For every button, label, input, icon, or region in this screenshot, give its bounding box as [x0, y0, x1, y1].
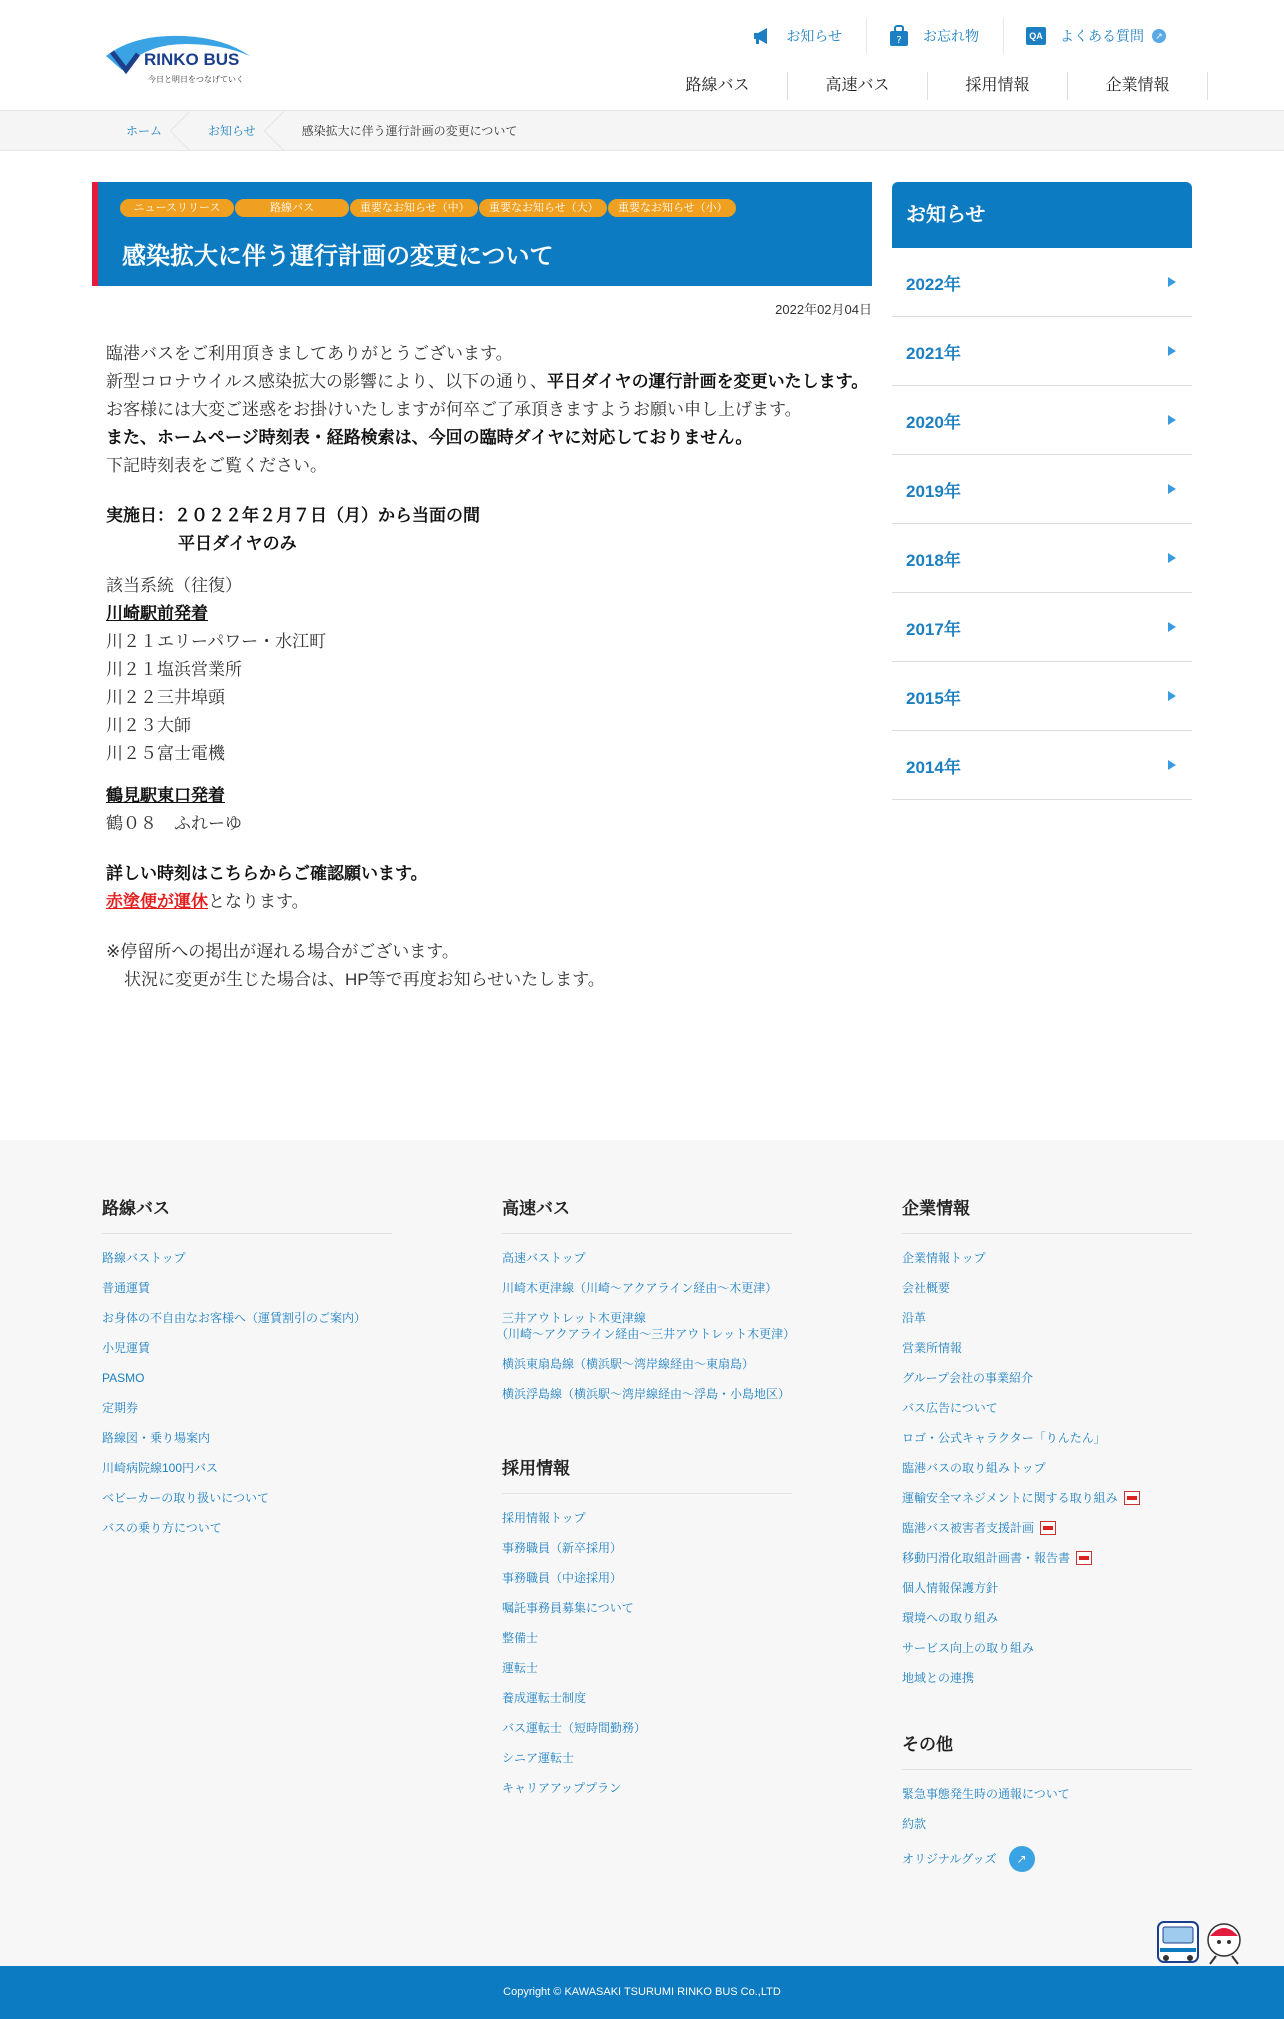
- footer-link[interactable]: 路線バストップ: [102, 1251, 186, 1265]
- sidebar-item-2015[interactable]: [892, 662, 1192, 731]
- footer-link-label: オリジナルグッズ: [902, 1852, 997, 1866]
- logo-text: RINKO BUS: [144, 50, 240, 69]
- footer-link[interactable]: 養成運転士制度: [502, 1691, 587, 1705]
- sidebar-year-label: 2021年: [906, 343, 961, 363]
- footer-link-line: （川崎～アクアライン経由～三井アウトレット木更津）: [496, 1327, 796, 1341]
- route-item: 川２５富士電機: [106, 744, 225, 763]
- footer-link[interactable]: 高速バストップ: [502, 1251, 586, 1265]
- logo-tagline: 今日と明日をつなげていく: [148, 75, 244, 84]
- megaphone-icon: [752, 26, 772, 46]
- impl-line-2: 平日ダイヤのみ: [178, 534, 297, 553]
- pdf-icon: [1124, 1491, 1140, 1505]
- footer-link[interactable]: ロゴ・公式キャラクター「りんたん」: [902, 1431, 1106, 1445]
- sidebar-year-label: 2014年: [906, 757, 961, 777]
- route-group-tsurumi: 鶴見駅東口発着: [106, 786, 225, 805]
- external-link-icon: ↗: [1152, 29, 1166, 43]
- footer-link[interactable]: 会社概要: [902, 1281, 951, 1295]
- footer-link-multiline[interactable]: [496, 1310, 796, 1342]
- footer-link[interactable]: 沿革: [902, 1311, 927, 1325]
- suspension-highlight: 赤塗便が運休: [106, 892, 208, 911]
- footer-link[interactable]: 企業情報トップ: [902, 1251, 986, 1265]
- detail-b: からご確認願います。: [259, 864, 428, 883]
- note-text: ※停留所への掲出が遅れる場合がございます。: [106, 942, 459, 961]
- route-group-title: [106, 782, 876, 810]
- note-text: 状況に変更が生じた場合は、HP等で再度お知らせいたします。: [124, 970, 605, 989]
- tag-important-small[interactable]: 重要なお知らせ（小）: [608, 199, 736, 217]
- arrow-right-icon: [1168, 760, 1176, 770]
- pdf-icon: [1076, 1551, 1092, 1565]
- impl-line-1: 実施日：２０２２年２月７日（月）から当面の間: [106, 506, 480, 525]
- footer-link[interactable]: シニア運転士: [502, 1751, 575, 1765]
- footer-link[interactable]: ベビーカーの取り扱いについて: [102, 1491, 270, 1505]
- arrow-right-icon: [1168, 277, 1176, 287]
- route-item: 川２２三井埠頭: [106, 688, 225, 707]
- site-footer: [0, 1140, 1284, 1966]
- site-header: [0, 0, 1284, 111]
- nav-recruit[interactable]: 採用情報: [928, 72, 1068, 100]
- sidebar-year-label: 2015年: [906, 688, 961, 708]
- body-text: お客様には大変ご迷惑をお掛けいたしますが何卒ご了承頂きますようお願い申し上げます。: [106, 400, 802, 419]
- footer-col-highway-bus: [496, 1194, 796, 1810]
- sidebar-item-2014[interactable]: [892, 731, 1192, 800]
- lost-item-icon: [889, 26, 909, 46]
- arrow-right-icon: [1168, 484, 1176, 494]
- util-news-link[interactable]: [730, 18, 866, 54]
- footer-link[interactable]: グループ会社の事業紹介: [902, 1371, 1034, 1385]
- tag-important-large[interactable]: 重要なお知らせ（大）: [479, 199, 607, 217]
- footer-link[interactable]: 小児運賃: [102, 1341, 151, 1355]
- tag-news-release[interactable]: ニュースリリース: [120, 199, 234, 217]
- arrow-right-icon: [1168, 622, 1176, 632]
- sidebar-year-label: 2017年: [906, 619, 961, 639]
- footer-heading: 高速バス: [502, 1194, 792, 1234]
- breadcrumb-home[interactable]: ホーム: [108, 111, 190, 151]
- bus-mascot-illustration: [1156, 1918, 1246, 1966]
- article-title: 感染拡大に伴う運行計画の変更について: [122, 243, 554, 270]
- footer-link[interactable]: バス広告について: [902, 1401, 998, 1415]
- tag-important-medium[interactable]: 重要なお知らせ（中）: [350, 199, 478, 217]
- article-tags: [120, 199, 737, 217]
- sidebar-item-2019[interactable]: [892, 455, 1192, 524]
- footer-link[interactable]: 路線図・乗り場案内: [102, 1431, 211, 1445]
- footer-link[interactable]: バス運転士（短時間勤務）: [502, 1721, 647, 1735]
- implementation-date: [106, 502, 876, 530]
- footer-link[interactable]: サービス向上の取り組み: [902, 1641, 1035, 1655]
- footer-link[interactable]: 採用情報トップ: [502, 1511, 586, 1525]
- util-lost-item-link[interactable]: [866, 18, 1003, 54]
- body-bold-text: 平日ダイヤの運行計画を変更いたします。: [546, 372, 869, 391]
- sidebar-item-2022[interactable]: [892, 248, 1192, 317]
- util-faq-label: よくある質問: [1060, 28, 1144, 44]
- route-item: 川２１エリーパワー・水江町: [106, 632, 327, 651]
- arrow-right-icon: [1168, 415, 1176, 425]
- footer-link[interactable]: 臨港バスの取り組みトップ: [902, 1461, 1046, 1475]
- footer-link[interactable]: キャリアアッププラン: [502, 1781, 622, 1795]
- sidebar-year-label: 2020年: [906, 412, 961, 432]
- arrow-right-icon: [1168, 691, 1176, 701]
- footer-link[interactable]: 横浜浮島線（横浜駅～湾岸線経由～浮島・小島地区）: [502, 1387, 791, 1401]
- main-nav: [648, 72, 1208, 100]
- detail-a: 詳しい時刻は: [106, 864, 208, 883]
- suspension-text: [106, 888, 876, 916]
- detail-text: [106, 860, 876, 888]
- sidebar-year-label: 2019年: [906, 481, 961, 501]
- footer-link[interactable]: お身体の不自由なお客様へ（運賃割引のご案内）: [102, 1311, 367, 1325]
- footer-heading: 採用情報: [502, 1454, 792, 1494]
- footer-heading: 企業情報: [902, 1194, 1192, 1234]
- footer-link[interactable]: 定期券: [102, 1401, 139, 1415]
- article-header: [92, 182, 872, 286]
- footer-link-line: 三井アウトレット木更津線: [502, 1311, 646, 1325]
- nav-highway-bus[interactable]: 高速バス: [788, 72, 928, 100]
- body-text: [106, 424, 876, 452]
- news-sidebar: [892, 182, 1192, 800]
- route-item: 鶴０８ ふれーゆ: [106, 814, 242, 833]
- footer-link-pdf[interactable]: [902, 1490, 1192, 1506]
- util-faq-link[interactable]: [1003, 18, 1190, 54]
- route-item: 川２１塩浜営業所: [106, 660, 242, 679]
- footer-link[interactable]: 横浜東扇島線（横浜駅～湾岸線経由～東扇島）: [502, 1357, 755, 1371]
- footer-link[interactable]: 約款: [902, 1817, 927, 1831]
- suspension-rest: となります。: [208, 892, 309, 911]
- sidebar-item-2020[interactable]: [892, 386, 1192, 455]
- footer-link-label: 臨港バス被害者支援計画: [902, 1521, 1035, 1535]
- nav-company[interactable]: 企業情報: [1068, 72, 1208, 100]
- footer-link[interactable]: 普通運賃: [102, 1281, 151, 1295]
- breadcrumb: [0, 111, 1284, 151]
- footer-link-external[interactable]: [902, 1846, 1192, 1872]
- sidebar-title: お知らせ: [892, 182, 1192, 248]
- footer-link-label: 運輸安全マネジメントに関する取り組み: [902, 1491, 1118, 1505]
- footer-link-pdf[interactable]: [902, 1550, 1192, 1566]
- util-news-label: お知らせ: [786, 28, 842, 44]
- footer-col-route-bus: [102, 1194, 392, 1550]
- body-text: [106, 368, 876, 396]
- footer-col-company: [902, 1194, 1192, 1886]
- timetable-link[interactable]: こちら: [208, 864, 259, 883]
- arrow-right-icon: [1168, 346, 1176, 356]
- breadcrumb-news[interactable]: お知らせ: [190, 111, 284, 151]
- body-text-span: 新型コロナウイルス感染拡大の影響により、以下の通り、: [106, 372, 547, 391]
- utility-nav: [730, 18, 1190, 54]
- footer-link[interactable]: 緊急事態発生時の通報について: [902, 1787, 1070, 1801]
- pdf-icon: [1040, 1521, 1056, 1535]
- footer-link-label: 移動円滑化取組計画書・報告書: [902, 1551, 1071, 1565]
- svg-text:?: ?: [896, 35, 902, 46]
- sidebar-item-2018[interactable]: [892, 524, 1192, 593]
- route-item: 川２３大師: [106, 716, 191, 735]
- footer-link[interactable]: 事務職員（新卒採用）: [502, 1541, 623, 1555]
- footer-link[interactable]: 地域との連携: [902, 1671, 975, 1685]
- util-lost-item-label: お忘れ物: [923, 28, 979, 44]
- breadcrumb-current: 感染拡大に伴う運行計画の変更について: [301, 123, 518, 138]
- arrow-right-icon: [1168, 553, 1176, 563]
- qa-icon: QA: [1026, 26, 1046, 46]
- footer-link-pdf[interactable]: [902, 1520, 1192, 1536]
- tag-route-bus[interactable]: 路線バス: [235, 199, 349, 217]
- footer-link[interactable]: 運転士: [502, 1661, 539, 1675]
- footer-heading: 路線バス: [102, 1194, 392, 1234]
- route-group-kawasaki: 川崎駅前発着: [106, 604, 208, 623]
- footer-link[interactable]: PASMO: [102, 1371, 145, 1385]
- article-body: [106, 340, 876, 994]
- body-text: 臨港バスをご利用頂きましてありがとうございます。: [106, 344, 513, 363]
- footer-link[interactable]: 個人情報保護方針: [902, 1581, 999, 1595]
- footer-link[interactable]: 川崎木更津線（川崎～アクアライン経由～木更津）: [502, 1281, 778, 1295]
- article-date: 2022年02月04日: [775, 302, 872, 317]
- routes-label: 該当系統（往復）: [106, 576, 242, 595]
- footer-link[interactable]: 事務職員（中途採用）: [502, 1571, 623, 1585]
- sidebar-year-label: 2022年: [906, 274, 961, 294]
- footer-link[interactable]: 整備士: [502, 1631, 539, 1645]
- copyright-bar: Copyright © KAWASAKI TSURUMI RINKO BUS Co.,LTD: [0, 1966, 1284, 2019]
- body-text: 下記時刻表をご覧ください。: [106, 456, 327, 475]
- sidebar-item-2017[interactable]: [892, 593, 1192, 662]
- footer-link[interactable]: 嘱託事務員募集について: [502, 1601, 634, 1615]
- route-group-title: [106, 600, 876, 628]
- footer-heading: その他: [902, 1730, 1192, 1770]
- footer-link[interactable]: 環境への取り組み: [902, 1611, 999, 1625]
- sidebar-item-2021[interactable]: [892, 317, 1192, 386]
- footer-link[interactable]: バスの乗り方について: [102, 1521, 222, 1535]
- external-link-icon: ↗: [1009, 1846, 1035, 1872]
- nav-route-bus[interactable]: 路線バス: [648, 72, 788, 100]
- site-logo[interactable]: [104, 30, 252, 90]
- footer-link[interactable]: 営業所情報: [902, 1341, 963, 1355]
- footer-link[interactable]: 川崎病院線100円バス: [102, 1461, 219, 1475]
- sidebar-year-label: 2018年: [906, 550, 961, 570]
- implementation-scope: [106, 530, 876, 558]
- body-bold-text: また、ホームページ時刻表・経路検索は、今回の臨時ダイヤに対応しておりません。: [106, 428, 753, 447]
